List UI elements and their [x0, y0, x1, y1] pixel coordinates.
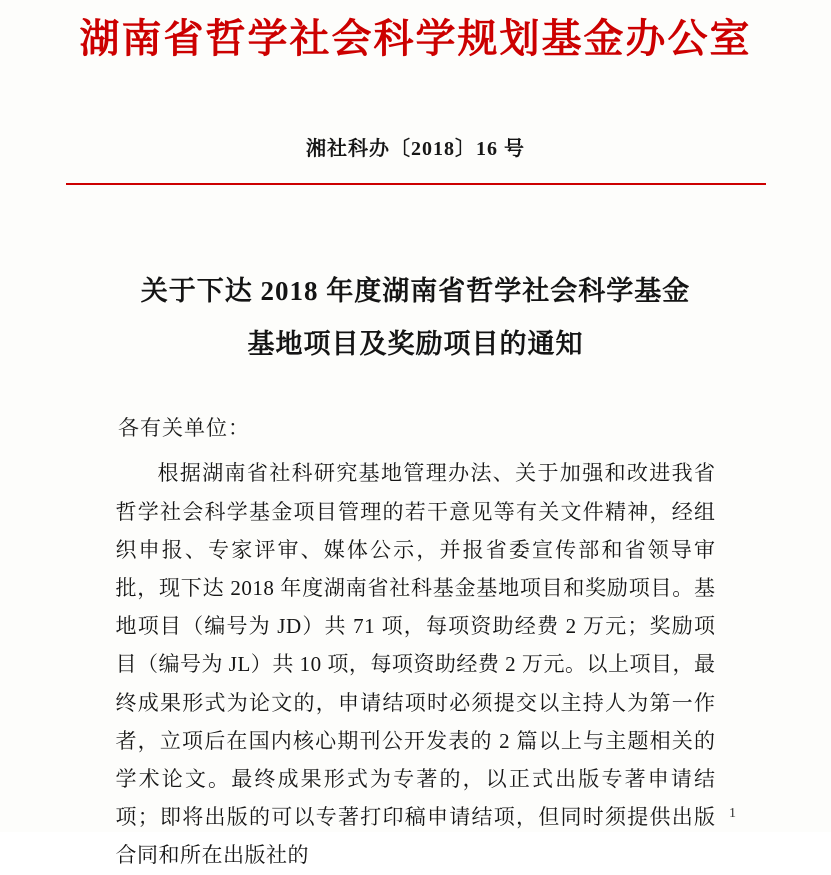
- page-title: [106, 265, 726, 370]
- issuing-office-title: 湖南省哲学社会科学规划基金办公室: [79, 16, 752, 61]
- body-paragraph-1: 根据湖南省社科研究基地管理办法、关于加强和改进我省哲学社会科学基金项目管理的若干意见等有关文件精神，经组织申报、专家评审、媒体公示，并报省委宣传部和省领导审批，现下达 2018 年度湖南省社科基金基地项目和奖励项目。基地项目（编号为 JD）共 71 项，每项资助经费 2 万元；奖励项目（编号为 JL）共 10 项，每项资助经费 2 万元。以上项目，最终成果形式为论文的，申请结项时必须提交以主持人为第一作者，立项后在国内核心期刊公开发表的 2 篇以上与主题相关的学术论文。最终成果形式为专著的，以正式出版专著申请结项；即将出版的可以专著打印稿申请结项，但同时须提供出版合同和所在出版社的: [115, 461, 716, 868]
- page-number: 1: [729, 806, 736, 821]
- red-divider-rule: [66, 183, 766, 185]
- page-title-line-2: 基地项目及奖励项目的通知: [247, 328, 584, 359]
- page-title-line-1: 关于下达 2018 年度湖南省哲学社会科学基金: [140, 276, 691, 306]
- body-text: [116, 454, 716, 874]
- salutation: 各有关单位：: [118, 416, 250, 441]
- document-number: 湘社科办〔2018〕16 号: [306, 138, 525, 160]
- masthead: [0, 0, 831, 64]
